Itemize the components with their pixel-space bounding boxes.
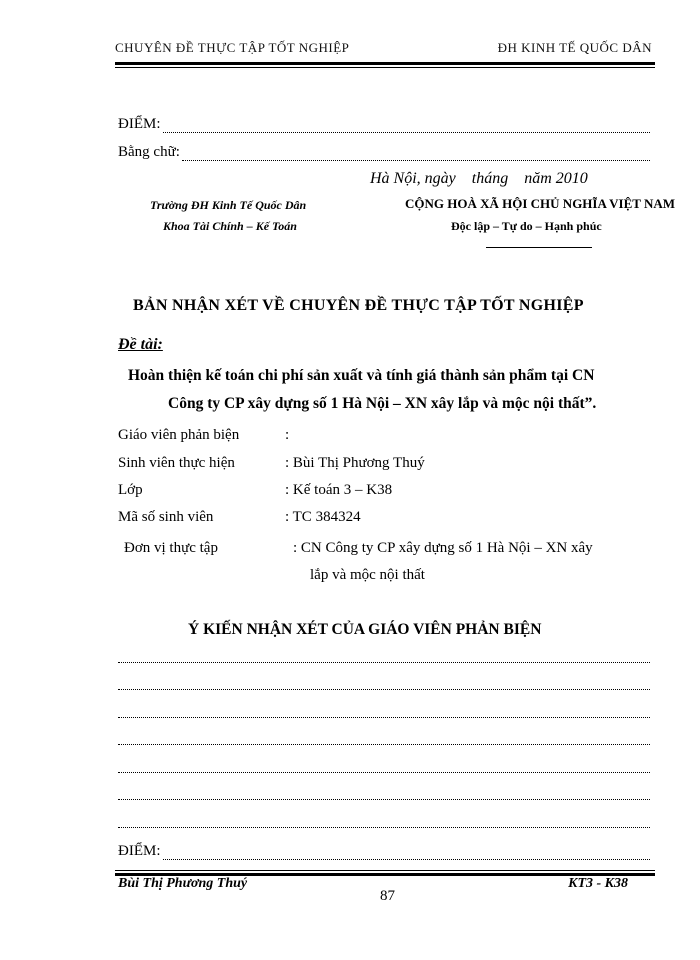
comment-line xyxy=(118,675,650,690)
class-value: : Kế toán 3 – K38 xyxy=(285,482,393,498)
reviewer-label: Giáo viên phản biện xyxy=(118,427,240,443)
footer-rule-thin xyxy=(115,870,655,871)
class-label: Lớp xyxy=(118,482,143,498)
footer-author: Bùi Thị Phương Thuý xyxy=(118,876,248,891)
date-line: Hà Nội, ngày tháng năm 2010 xyxy=(370,170,588,187)
page-number: 87 xyxy=(380,888,395,904)
unit-value-2: lắp và mộc nội thất xyxy=(310,567,425,583)
comment-line xyxy=(118,648,650,663)
score-label: ĐIỂM: xyxy=(118,116,161,132)
main-title: BẢN NHẬN XÉT VỀ CHUYÊN ĐỀ THỰC TẬP TỐT NGHIỆP xyxy=(133,297,584,314)
reviewer-value: : xyxy=(285,427,290,443)
opinion-title: Ý KIẾN NHẬN XÉT CỦA GIÁO VIÊN PHẢN BIỆN xyxy=(188,621,542,638)
faculty-name: Khoa Tài Chính – Kế Toán xyxy=(163,219,297,233)
score-row xyxy=(118,116,650,133)
student-id-value: : TC 384324 xyxy=(285,509,361,525)
comment-line xyxy=(118,785,650,800)
comment-line xyxy=(118,758,650,773)
unit-value-1: : CN Công ty CP xây dựng số 1 Hà Nội – XN xây xyxy=(293,540,593,556)
comment-line xyxy=(118,703,650,718)
republic-name: CỘNG HOÀ XÃ HỘI CHỦ NGHĨA VIỆT NAM xyxy=(405,196,676,211)
score-words-row xyxy=(118,144,650,161)
comment-line xyxy=(118,730,650,745)
comment-line xyxy=(118,813,650,828)
header-rule-thick xyxy=(115,62,655,65)
student-id-label: Mã số sinh viên xyxy=(118,509,214,525)
header-right: ĐH KINH TẾ QUỐC DÂN xyxy=(497,40,652,55)
unit-label: Đơn vị thực tập xyxy=(124,540,218,556)
topic-line-1: Hoàn thiện kế toán chi phí sản xuất và tính giá thành sản phẩm tại CN xyxy=(128,367,595,384)
final-score-row xyxy=(118,843,650,860)
student-value: : Bùi Thị Phương Thuý xyxy=(285,455,425,471)
score-words-label: Bằng chữ: xyxy=(118,144,180,160)
school-name: Trường ĐH Kinh Tế Quốc Dân xyxy=(150,198,307,212)
header-left: CHUYÊN ĐỀ THỰC TẬP TỐT NGHIỆP xyxy=(115,40,350,55)
footer-class: KT3 - K38 xyxy=(568,876,628,891)
motto-underline xyxy=(486,247,592,248)
topic-label: Đề tài: xyxy=(118,336,163,353)
topic-line-2: Công ty CP xây dựng số 1 Hà Nội – XN xây lắp và mộc nội thất”. xyxy=(168,395,597,412)
student-label: Sinh viên thực hiện xyxy=(118,455,235,471)
republic-motto: Độc lập – Tự do – Hạnh phúc xyxy=(451,219,602,233)
final-score-label: ĐIỂM: xyxy=(118,843,161,859)
header-rule-thin xyxy=(115,67,655,68)
